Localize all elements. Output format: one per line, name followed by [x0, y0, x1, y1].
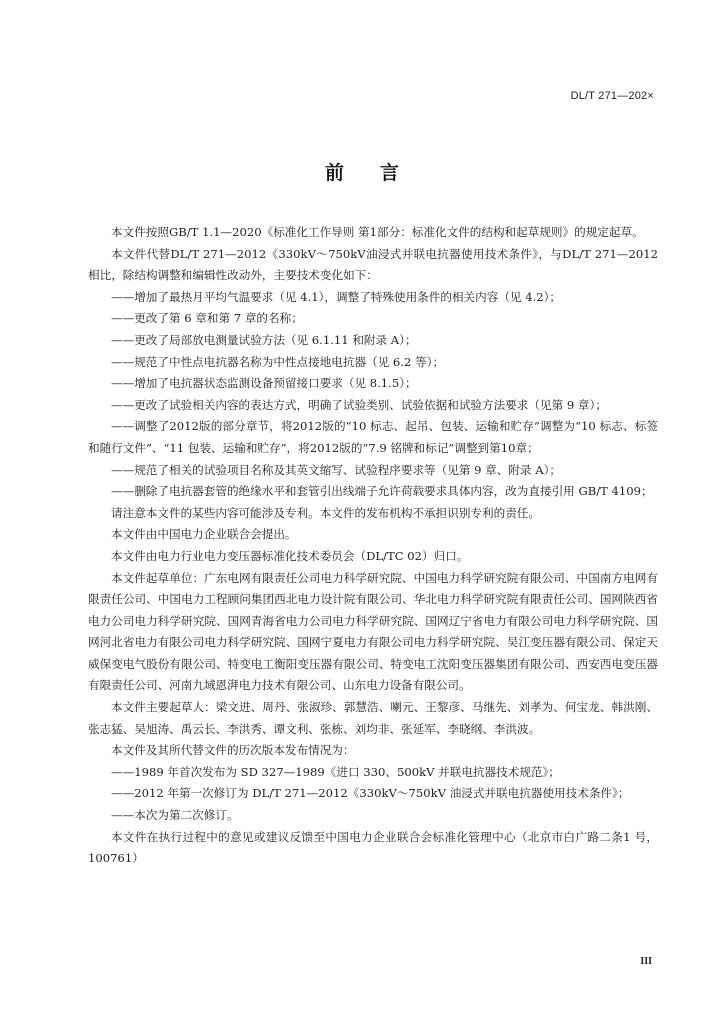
document-code: DL/T 271—202× — [570, 90, 654, 102]
paragraph-patent-notice: 请注意本文件的某些内容可能涉及专利。本文件的发布机构不承担识别专利的责任。 — [111, 505, 540, 520]
history-item: ——2012 年第一次修订为 DL/T 271—2012《330kV～750kV 油浸式并联电抗器使用技术条件》； — [111, 786, 630, 801]
change-item: ——更改了局部放电测量试验方法（见 6.1.11 和附录 A）； — [111, 332, 417, 347]
history-item: ——本次为第二次修订。 — [111, 808, 239, 823]
change-item: ——更改了试验相关内容的表达方式，明确了试验类别、试验依据和试验方法要求（见第 9 章）； — [111, 397, 607, 412]
paragraph-replacement: 本文件代替DL/T 271—2012《330kV～750kV油浸式并联电抗器使用技术条件》，与DL/T 271—2012相比，除结构调整和编辑性改动外，主要技术变化如下： — [88, 246, 658, 283]
history-item: ——1989 年首次发布为 SD 327—1989《进口 330、500kV 并联电抗器技术规范》； — [111, 764, 560, 779]
page-number: III — [640, 956, 652, 967]
paragraph-drafting-units: 本文件起草单位：广东电网有限责任公司电力科学研究院、中国电力科学研究院有限公司、中国南方电网有限责任公司、中国电力工程顾问集团西北电力设计院有限公司、华北电力科学研究院有限责任公司、国网陕西省电力公司电力科学研究院、国网青海省电力公司电力科学研究院、国网辽宁省电力有限公司电力科学研究院、国网河北省电力有限公司电力科学研究院、国网宁夏电力有限公司电力科学研究院、吴江变压器有限公司、保定天威保变电气股份有限公司、特变电工衡阳变压器有限公司、特变电工沈阳变压器集团有限公司、西安西电变压器有限责任公司、河南九域恩湃电力技术有限公司、山东电力设备有限公司。 — [88, 570, 658, 693]
change-item: ——更改了第 6 章和第 7 章的名称； — [111, 311, 303, 326]
paragraph-centralized: 本文件由电力行业电力变压器标准化技术委员会（DL/TC 02）归口。 — [111, 548, 469, 563]
change-item: ——增加了电抗器状态监测设备预留接口要求（见 8.1.5）； — [111, 376, 417, 391]
paragraph-drafters: 本文件主要起草人：梁文进、周丹、张淑珍、郭慧浩、喇元、王黎彦、马继先、刘孝为、何宝龙、韩洪刚、张志猛、吴旭涛、禹云长、李洪秀、谭文利、张栋、刘均非、张延军、李晓纲、李洪波。 — [88, 700, 658, 736]
paragraph-history-intro: 本文件及其所代替文件的历次版本发布情况为： — [111, 743, 355, 758]
paragraph-drafting-rules: 本文件按照GB/T 1.1—2020《标准化工作导则 第1部分：标准化文件的结构和起草规则》的规定起草。 — [111, 225, 644, 239]
foreword-body — [88, 222, 658, 870]
change-item: ——规范了中性点电抗器名称为中性点接地电抗器（见 6.2 等）； — [111, 354, 445, 369]
change-item: ——调整了2012版的部分章节，将2012版的“10 标志、起吊、包装、运输和贮存”调整为“10 标志、标签和随行文件”、“11 包装、运输和贮存”，将2012版的“7.9 铭牌和标记”调整到第10章； — [88, 419, 658, 455]
change-item: ——规范了相关的试验项目名称及其英文缩写、试验程序要求等（见第 9 章、附录 A）； — [111, 462, 561, 477]
change-item: ——删除了电抗器套管的绝缘水平和套管引出线端子允许荷载要求具体内容，改为直接引用 GB/T 4109； — [111, 484, 653, 499]
paragraph-proposer: 本文件由中国电力企业联合会提出。 — [111, 527, 297, 542]
page-title: 前言 — [324, 162, 435, 184]
change-item: ——增加了最热月平均气温要求（见 4.1），调整了特殊使用条件的相关内容（见 4.2）； — [111, 289, 562, 304]
paragraph-feedback: 本文件在执行过程中的意见或建议反馈至中国电力企业联合会标准化管理中心（北京市白广路二条1 号，100761） — [88, 829, 658, 866]
